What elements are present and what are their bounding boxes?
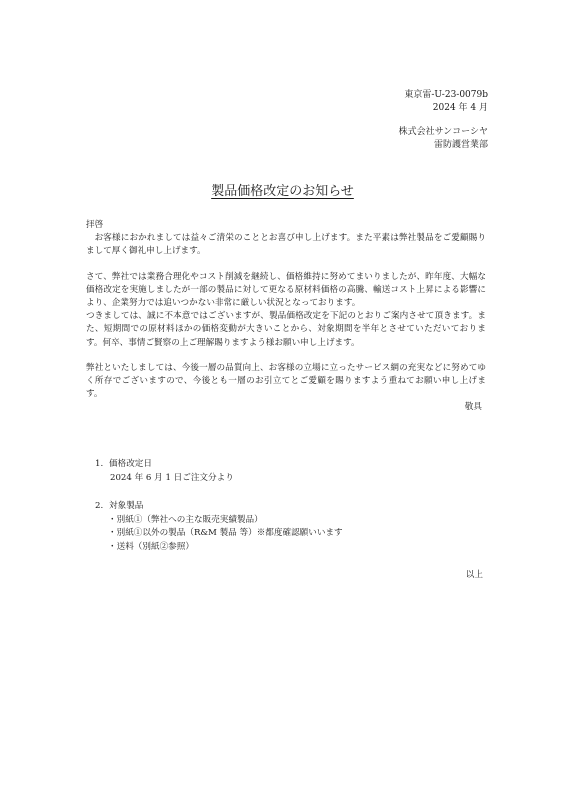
paragraph-commitment: 弊社といたしましては、今後一層の品質向上、お客様の立場に立ったサービス網の充実などに努めてゆく所存でございますので、今後とも一層のお引立てとご愛顧を賜りますよう重ねてお願い申し上げます。	[86, 362, 486, 400]
department-name: 雷防護営業部	[433, 140, 488, 150]
document-number: 東京雷-U-23-0079b	[404, 90, 488, 100]
bullet-item: ・別紙①（弊社への主な販売実績製品）	[108, 514, 263, 525]
paragraph-greeting: お客様におかれましては益々ご清栄のこととお喜び申し上げます。また平素は弊社製品をご愛顧賜りまして厚く御礼申し上げます。	[86, 233, 486, 257]
end-mark: 以上	[465, 570, 483, 580]
paragraph-background: さて、弊社では業務合理化やコスト削減を継続し、価格維持に努めてまいりましたが、昨年度、大幅な価格改定を実施しましたが一部の製品に対して更なる原材料価格の高騰、輸送コスト上昇による影響により、企業努力では追いつかない非常に厳しい状況となっております。	[86, 271, 486, 309]
item-number: 2.	[95, 501, 104, 511]
item-detail: 2024 年 6 月 1 日ご注文分より	[110, 472, 234, 483]
bullet-item: ・送料（別紙②参照）	[108, 541, 194, 552]
company-name: 株式会社サンコーシヤ	[398, 127, 488, 137]
item-label: 対象製品	[109, 501, 144, 511]
letterhead	[399, 89, 488, 152]
document-title: 製品価格改定のお知らせ	[211, 184, 354, 199]
bullet-item: ・別紙①以外の製品（R&M 製品 等）※都度確認願いいます	[108, 528, 343, 538]
product-bullets	[95, 514, 343, 555]
list-item	[95, 500, 343, 514]
salutation: 拝啓	[86, 220, 104, 230]
list-item	[95, 458, 343, 472]
item-label: 価格改定日	[109, 459, 152, 469]
issue-date: 2024 年 4 月	[432, 103, 488, 113]
paragraph-announcement: つきましては、誠に不本意ではございますが、製品価格改定を下記のとおりご案内させて頂きます。また、短期間での原材料ほかの価格変動が大きいことから、対象期間を半年とさせていただいております。何卒、事情ご賢察の上ご理解賜りますよう様お願い申し上げます。	[86, 311, 486, 348]
item-number: 1.	[95, 459, 104, 469]
letter-body	[86, 219, 486, 415]
closing-word: 敬具	[464, 402, 482, 413]
document-title-wrapper	[0, 180, 565, 199]
item-list	[95, 458, 343, 554]
